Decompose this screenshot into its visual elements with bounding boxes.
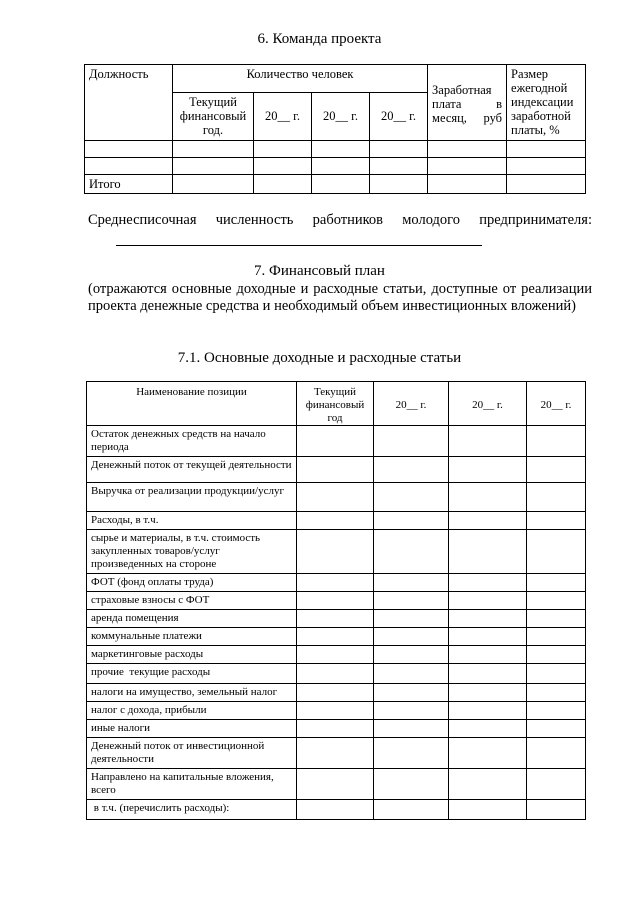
header-position: Должность <box>85 65 173 141</box>
finance-cell <box>527 574 586 592</box>
finance-cell <box>527 720 586 738</box>
finance-cell <box>527 530 586 574</box>
finance-row <box>87 646 586 664</box>
finance-cell <box>527 702 586 720</box>
finance-row <box>87 702 586 720</box>
finance-row-label: Остаток денежных средств на начало периода <box>87 426 297 457</box>
finance-table-body <box>87 426 586 820</box>
team-table <box>84 64 586 194</box>
header-year-1: 20__ г. <box>374 382 449 426</box>
finance-cell <box>297 628 374 646</box>
finance-cell <box>297 738 374 769</box>
finance-row-label: Направлено на капитальные вложения, всего <box>87 769 297 800</box>
finance-cell <box>449 512 527 530</box>
finance-cell <box>449 684 527 702</box>
finance-cell <box>449 457 527 483</box>
cell <box>507 141 586 158</box>
finance-row <box>87 592 586 610</box>
finance-cell <box>449 426 527 457</box>
cell <box>507 175 586 194</box>
finance-row <box>87 720 586 738</box>
finance-cell <box>297 457 374 483</box>
cell <box>173 175 254 194</box>
finance-row <box>87 512 586 530</box>
finance-cell <box>297 592 374 610</box>
header-indexation: Размер ежегодной индексации заработной платы, % <box>507 65 586 141</box>
team-total-row <box>85 175 586 194</box>
cell <box>85 158 173 175</box>
cell <box>85 141 173 158</box>
finance-cell <box>527 628 586 646</box>
cell <box>312 141 370 158</box>
finance-cell <box>449 530 527 574</box>
finance-row <box>87 457 586 483</box>
finance-cell <box>297 664 374 684</box>
header-current-year: Текущий финансовый год. <box>173 93 254 141</box>
finance-cell <box>297 483 374 512</box>
finance-row-label: налог с дохода, прибыли <box>87 702 297 720</box>
finance-cell <box>297 426 374 457</box>
finance-cell <box>374 720 449 738</box>
finance-cell <box>449 610 527 628</box>
header-year-1: 20__ г. <box>254 93 312 141</box>
cell <box>428 175 507 194</box>
finance-row-label: Выручка от реализации продукции/услуг <box>87 483 297 512</box>
finance-row <box>87 628 586 646</box>
header-year-3: 20__ г. <box>370 93 428 141</box>
finance-cell <box>374 702 449 720</box>
finance-cell <box>297 800 374 820</box>
section-6-title: 6. Команда проекта <box>257 31 382 47</box>
finance-row <box>87 769 586 800</box>
finance-cell <box>527 738 586 769</box>
finance-cell <box>297 574 374 592</box>
finance-row <box>87 684 586 702</box>
finance-row-label: прочие текущие расходы <box>87 664 297 684</box>
finance-cell <box>449 738 527 769</box>
finance-cell <box>297 512 374 530</box>
header-year-3: 20__ г. <box>527 382 586 426</box>
finance-row-label: аренда помещения <box>87 610 297 628</box>
finance-cell <box>297 720 374 738</box>
finance-row-label: ФОТ (фонд оплаты труда) <box>87 574 297 592</box>
finance-row <box>87 800 586 820</box>
header-item: Наименование позиции <box>87 382 297 426</box>
team-empty-row-1 <box>85 141 586 158</box>
section-7-description: (отражаются основные доходные и расходные статьи, доступные от реализации проекта денежные средства и необходимый объем инвестиционных вложений) <box>88 281 592 314</box>
cell <box>173 158 254 175</box>
cell <box>254 175 312 194</box>
finance-cell <box>527 483 586 512</box>
finance-row-label: Расходы, в т.ч. <box>87 512 297 530</box>
finance-row <box>87 574 586 592</box>
finance-row <box>87 610 586 628</box>
finance-row-label: маркетинговые расходы <box>87 646 297 664</box>
finance-cell <box>374 738 449 769</box>
finance-cell <box>297 684 374 702</box>
finance-cell <box>527 646 586 664</box>
finance-cell <box>374 628 449 646</box>
finance-cell <box>449 483 527 512</box>
finance-cell <box>374 592 449 610</box>
total-label: Итого <box>85 175 173 194</box>
header-current-year: Текущий финансовый год <box>297 382 374 426</box>
finance-cell <box>527 592 586 610</box>
finance-cell <box>527 457 586 483</box>
cell <box>312 158 370 175</box>
finance-cell <box>449 574 527 592</box>
cell <box>370 175 428 194</box>
headcount-blank-line <box>116 245 482 246</box>
finance-cell <box>527 684 586 702</box>
finance-cell <box>297 769 374 800</box>
header-salary-text: Заработная плата в месяц, руб <box>432 83 503 125</box>
finance-cell <box>374 530 449 574</box>
finance-cell <box>449 702 527 720</box>
cell <box>428 158 507 175</box>
section-7-1-title: 7.1. Основные доходные и расходные статьи <box>177 350 462 366</box>
header-salary <box>428 65 507 141</box>
team-empty-row-2 <box>85 158 586 175</box>
cell <box>312 175 370 194</box>
header-year-2: 20__ г. <box>312 93 370 141</box>
finance-cell <box>297 702 374 720</box>
finance-cell <box>449 769 527 800</box>
finance-cell <box>374 610 449 628</box>
finance-cell <box>449 646 527 664</box>
cell <box>254 158 312 175</box>
finance-cell <box>374 769 449 800</box>
finance-row <box>87 738 586 769</box>
finance-cell <box>374 426 449 457</box>
finance-cell <box>449 720 527 738</box>
cell <box>370 158 428 175</box>
finance-cell <box>527 512 586 530</box>
finance-cell <box>374 512 449 530</box>
finance-cell <box>449 628 527 646</box>
cell <box>173 141 254 158</box>
finance-cell <box>374 457 449 483</box>
finance-row-label: в т.ч. (перечислить расходы): <box>87 800 297 820</box>
headcount-label: Среднесписочная численность работников молодого предпринимателя: <box>88 212 592 228</box>
section-7-title: 7. Финансовый план <box>254 263 385 279</box>
finance-row <box>87 664 586 684</box>
finance-row-label: коммунальные платежи <box>87 628 297 646</box>
finance-cell <box>527 800 586 820</box>
finance-row-label: Денежный поток от инвестиционной деятельности <box>87 738 297 769</box>
finance-cell <box>297 610 374 628</box>
finance-row-label: налоги на имущество, земельный налог <box>87 684 297 702</box>
finance-row-label: Денежный поток от текущей деятельности <box>87 457 297 483</box>
finance-cell <box>374 483 449 512</box>
finance-cell <box>297 530 374 574</box>
finance-row-label: страховые взносы с ФОТ <box>87 592 297 610</box>
finance-cell <box>527 664 586 684</box>
finance-cell <box>374 800 449 820</box>
finance-cell <box>527 769 586 800</box>
finance-row <box>87 426 586 457</box>
finance-cell <box>449 800 527 820</box>
finance-cell <box>374 664 449 684</box>
cell <box>254 141 312 158</box>
finance-cell <box>374 684 449 702</box>
cell <box>428 141 507 158</box>
finance-cell <box>449 664 527 684</box>
finance-cell <box>449 592 527 610</box>
finance-cell <box>527 610 586 628</box>
header-people-count: Количество человек <box>173 65 428 93</box>
cell <box>507 158 586 175</box>
finance-cell <box>527 426 586 457</box>
finance-row <box>87 483 586 512</box>
finance-row-label: сырье и материалы, в т.ч. стоимость закупленных товаров/услуг произведенных на стороне <box>87 530 297 574</box>
finance-cell <box>374 574 449 592</box>
finance-cell <box>374 646 449 664</box>
finance-table <box>86 381 586 820</box>
header-year-2: 20__ г. <box>449 382 527 426</box>
finance-row-label: иные налоги <box>87 720 297 738</box>
cell <box>370 141 428 158</box>
finance-cell <box>297 646 374 664</box>
finance-row <box>87 530 586 574</box>
